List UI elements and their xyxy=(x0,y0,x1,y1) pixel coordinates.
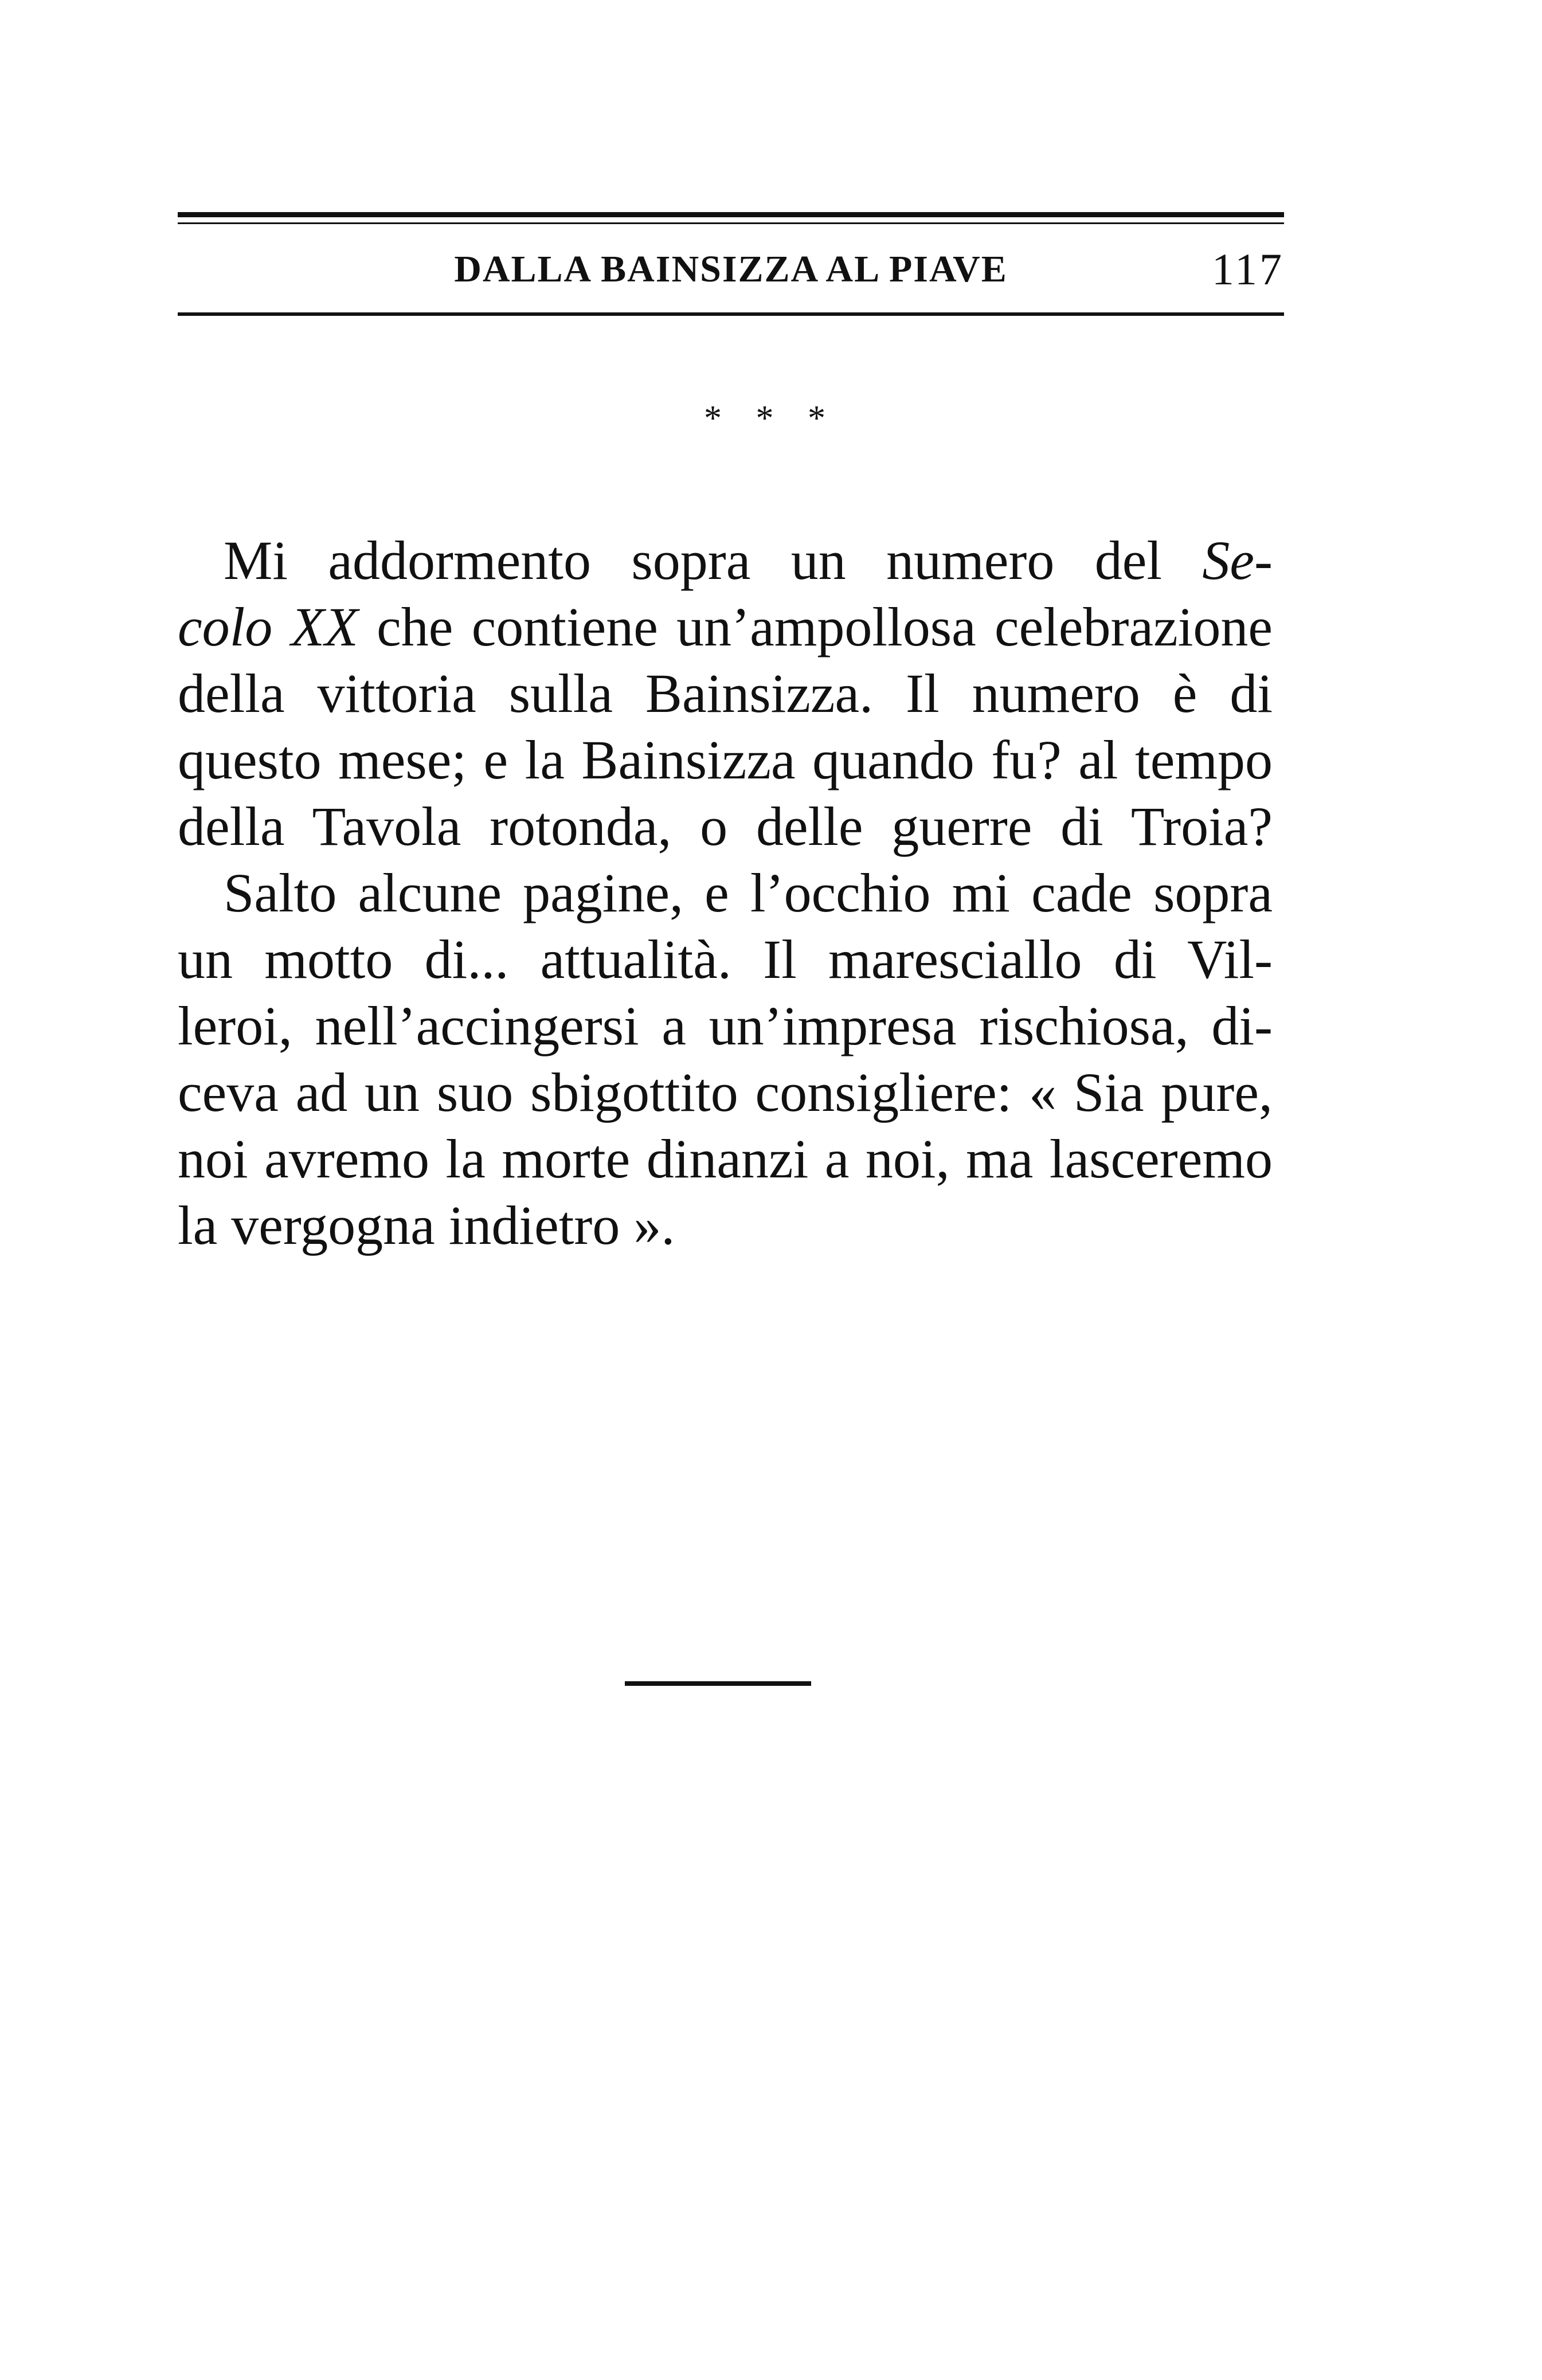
body-text xyxy=(178,527,1273,1259)
header-rule-top xyxy=(178,212,1284,217)
section-break-asterisks: * * * xyxy=(704,399,838,438)
text-line: Salto alcune pagine, e l’occhio mi cade sopra xyxy=(224,862,1273,923)
text-line: noi avremo la morte dinanzi a noi, ma lasceremo xyxy=(178,1128,1273,1189)
running-title: DALLA BAINSIZZA AL PIAVE xyxy=(454,248,1008,290)
text-line: questo mese; e la Bainsizza quando fu? al tempo xyxy=(178,729,1273,790)
text-line: della Tavola rotonda, o delle guerre di Troia? xyxy=(178,796,1273,857)
page-number: 117 xyxy=(1211,244,1284,294)
text-line: ceva ad un suo sbigottito consigliere: « Sia pure, xyxy=(178,1062,1273,1123)
closing-rule xyxy=(625,1681,811,1686)
text-line: della vittoria sulla Bainsizza. Il numero è di xyxy=(178,663,1273,724)
text-line: colo XX che contiene un’ampollosa celebrazione xyxy=(178,596,1273,657)
text-line: leroi, nell’accingersi a un’impresa rischiosa, di- xyxy=(178,995,1273,1056)
header-rule-bottom xyxy=(178,312,1284,316)
text-line: Mi addormento sopra un numero del Se- xyxy=(224,530,1273,591)
text-line: la vergogna indietro ». xyxy=(178,1195,675,1256)
running-head xyxy=(178,244,1284,295)
header-rule-top-thin xyxy=(178,222,1284,224)
text-line: un motto di... attualità. Il maresciallo di Vil- xyxy=(178,929,1273,990)
